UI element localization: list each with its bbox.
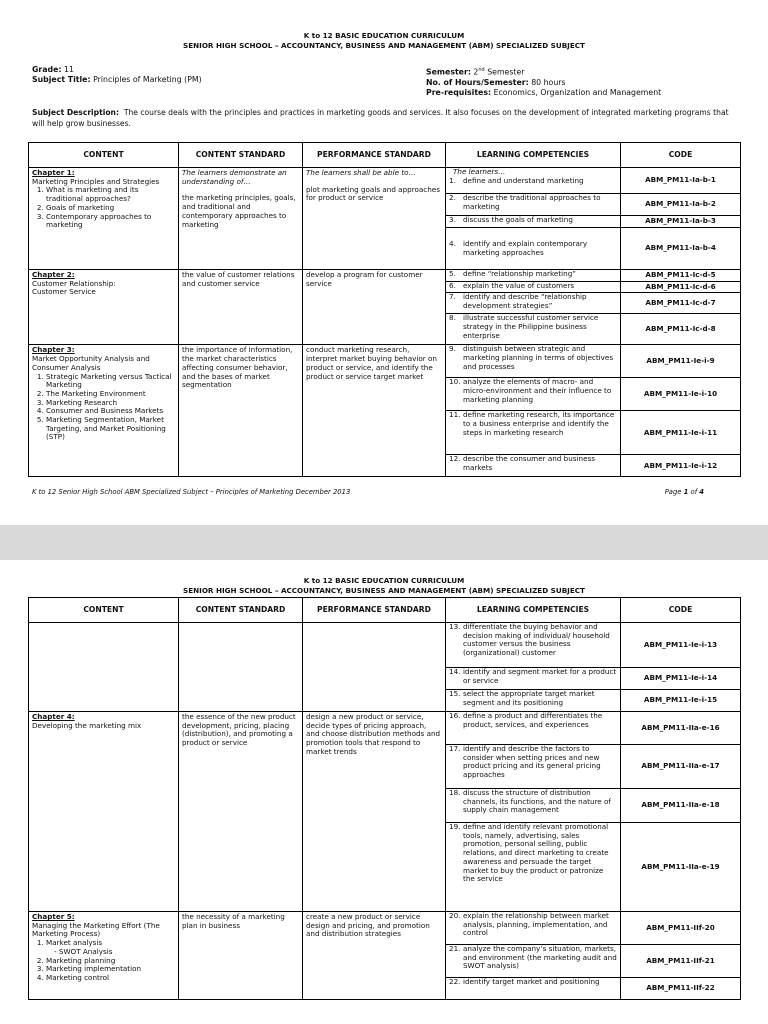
competency-cell	[446, 378, 621, 411]
prereq-label: Pre-requisites:	[426, 87, 492, 97]
competency-code: ABM_PM11-Ic-d-5	[621, 270, 741, 282]
competency-number: 2.	[449, 193, 456, 202]
table-row	[29, 345, 741, 378]
competency-text: discuss the structure of distribution channels, its functions, and the nature of supply chain management	[463, 788, 611, 815]
competency-number: 5.	[449, 269, 456, 278]
competency-cell	[446, 293, 621, 314]
competency-text: illustrate successful customer service strategy in the Philippine business enterprise	[463, 313, 599, 340]
header-line-1: K to 12 BASIC EDUCATION CURRICULUM	[303, 31, 465, 40]
chapter-topic-list	[32, 186, 175, 230]
competency-code: ABM_PM11-Ie-i-14	[621, 668, 741, 690]
continuation-content-standard	[179, 623, 303, 712]
competency-code: ABM_PM11-IIa-e-19	[621, 823, 741, 912]
competency-number: 18.	[449, 788, 461, 797]
col-learning-competencies: LEARNING COMPETENCIES	[446, 598, 621, 623]
col-content: CONTENT	[29, 143, 179, 168]
performance-standard-intro: The learners shall be able to…	[306, 168, 416, 177]
competency-code: ABM_PM11-Ia-b-4	[621, 228, 741, 270]
semester-number: 2	[473, 67, 479, 77]
header-line-2: SENIOR HIGH SCHOOL – ACCOUNTANCY, BUSINESS AND MANAGEMENT (ABM) SPECIALIZED SUBJECT	[183, 586, 585, 595]
competency-cell	[446, 345, 621, 378]
col-code: CODE	[621, 143, 741, 168]
table-row	[29, 712, 741, 745]
competency-text: identify target market and positioning	[463, 977, 600, 986]
col-content-standard: CONTENT STANDARD	[179, 143, 303, 168]
curriculum-table-page-2	[28, 597, 741, 1000]
competency-number: 10.	[449, 377, 461, 387]
competency-text: define marketing research, its importance to a business enterprise and identify the steps in marketing research	[463, 410, 615, 437]
competency-code: ABM_PM11-Ic-d-8	[621, 314, 741, 345]
list-item: 2. Marketing planning	[46, 957, 175, 966]
chapter-title: Chapter 5:	[32, 912, 75, 921]
competency-text: explain the value of customers	[463, 281, 575, 290]
table-row	[29, 270, 741, 282]
competency-number: 22.	[449, 977, 461, 986]
col-performance-standard: PERFORMANCE STANDARD	[303, 598, 446, 623]
chapter-3-content-standard: the importance of information, the market characteristics affecting consumer behavior, and the bases of market segmentation	[179, 345, 303, 477]
chapter-title: Chapter 2:	[32, 270, 75, 279]
list-item: 1. What is marketing and its traditional approaches?	[46, 186, 175, 203]
competency-cell	[446, 712, 621, 745]
prereq-value: Economics, Organization and Management	[493, 87, 662, 97]
semester-word: Semester	[487, 67, 525, 77]
col-content: CONTENT	[29, 598, 179, 623]
list-item: 5. Marketing Segmentation, Market Targeting, and Market Positioning (STP)	[46, 416, 175, 442]
chapter-2-performance-standard: develop a program for customer service	[303, 270, 446, 345]
chapter-description: Market Opportunity Analysis and Consumer Analysis	[32, 354, 150, 372]
competency-cell	[446, 281, 621, 293]
grade-label: Grade:	[32, 65, 62, 74]
list-item: 3. Contemporary approaches to marketing	[46, 213, 175, 230]
chapter-5-content	[29, 912, 179, 1000]
list-item: 4. Consumer and Business Markets	[46, 407, 175, 416]
list-item: 1. Strategic Marketing versus Tactical Marketing	[46, 373, 175, 390]
competency-number: 6.	[449, 281, 456, 290]
competency-cell	[446, 668, 621, 690]
competency-text: describe the consumer and business markets	[463, 454, 595, 473]
competency-text: describe the traditional approaches to marketing	[463, 193, 601, 211]
header-line-2: SENIOR HIGH SCHOOL – ACCOUNTANCY, BUSINESS AND MANAGEMENT (ABM) SPECIALIZED SUBJECT	[183, 41, 585, 50]
competency-text: analyze the company’s situation, markets, and environment (the marketing audit and SWOT analysis)	[463, 944, 617, 971]
chapter-title: Chapter 4:	[32, 712, 75, 721]
table-row	[29, 912, 741, 945]
competency-cell	[446, 194, 621, 216]
chapter-1-performance-standard	[303, 168, 446, 270]
list-item	[46, 939, 175, 956]
competency-number: 13.	[449, 622, 461, 631]
competency-code: ABM_PM11-Ie-i-12	[621, 455, 741, 477]
competency-cell	[446, 455, 621, 477]
col-content-standard: CONTENT STANDARD	[179, 598, 303, 623]
chapter-description: Customer Service	[32, 287, 96, 297]
list-item: 3. Marketing implementation	[46, 965, 175, 974]
performance-standard-text: plot marketing goals and approaches for product or service	[306, 184, 440, 203]
chapter-description: Customer Relationship:	[32, 278, 116, 288]
competency-cell	[446, 228, 621, 270]
semester-block	[426, 65, 661, 98]
competency-code: ABM_PM11-Ia-b-1	[621, 168, 741, 194]
chapter-description: Developing the marketing mix	[32, 720, 142, 730]
list-item: 2. The Marketing Environment	[46, 390, 175, 399]
competency-code: ABM_PM11-IIf-22	[621, 978, 741, 1000]
competency-number: 15.	[449, 689, 461, 698]
competency-code: ABM_PM11-Ia-b-3	[621, 216, 741, 228]
competency-number: 21.	[449, 944, 461, 953]
page-current: 1	[683, 488, 689, 496]
chapter-topic-list	[32, 939, 175, 983]
competency-code: ABM_PM11-IIa-e-18	[621, 789, 741, 823]
competency-cell	[446, 623, 621, 668]
list-item-text: Market analysis	[46, 938, 103, 948]
header-line-1: K to 12 BASIC EDUCATION CURRICULUM	[303, 576, 465, 585]
hours-label: No. of Hours/Semester:	[426, 77, 529, 87]
competency-cell	[446, 411, 621, 455]
content-standard-text: the marketing principles, goals, and traditional and contemporary approaches to marketing	[182, 193, 296, 229]
chapter-5-performance-standard: create a new product or service design and pricing, and promotion and distribution strategies	[303, 912, 446, 1000]
page-of: of	[690, 488, 698, 496]
grade-subject-block	[32, 65, 202, 85]
competency-cell	[446, 823, 621, 912]
chapter-4-content	[29, 712, 179, 912]
competency-code: ABM_PM11-Ic-d-6	[621, 281, 741, 293]
competency-cell	[446, 945, 621, 978]
competency-intro: The learners…	[453, 167, 506, 176]
competency-text: define and identify relevant promotional tools, namely, advertising, sales promotion, personal selling, public relations, and direct marketing to create awareness and persuade the target market to buy the product or patronize the service	[463, 822, 609, 884]
competency-code: ABM_PM11-IIa-e-16	[621, 712, 741, 745]
competency-text: define “relationship marketing”	[463, 269, 576, 278]
chapter-3-content	[29, 345, 179, 477]
grade-value: 11	[63, 65, 74, 74]
page-total: 4	[699, 488, 704, 496]
table-header-row	[29, 598, 741, 623]
chapter-title: Chapter 3:	[32, 345, 75, 355]
competency-code: ABM_PM11-Ie-i-13	[621, 623, 741, 668]
competency-number: 11.	[449, 410, 461, 420]
chapter-2-content-standard: the value of customer relations and customer service	[179, 270, 303, 345]
competency-number: 19.	[449, 822, 461, 831]
content-standard-intro: The learners demonstrate an understanding of…	[182, 168, 287, 186]
curriculum-header	[0, 31, 768, 51]
competency-text: identify and describe the factors to consider when setting prices and new product pricing and its general pricing approaches	[463, 744, 601, 780]
chapter-description: Managing the Marketing Effort (The Marketing Process)	[32, 920, 160, 939]
competency-text: identify and explain contemporary marketing approaches	[463, 238, 588, 257]
competency-code: ABM_PM11-IIf-21	[621, 945, 741, 978]
subject-label: Subject Title:	[32, 75, 91, 84]
sub-list-item: - SWOT Analysis	[54, 946, 113, 956]
competency-number: 12.	[449, 454, 461, 464]
competency-code: ABM_PM11-Ie-i-9	[621, 345, 741, 378]
curriculum-table-page-1	[28, 142, 741, 477]
competency-text: differentiate the buying behavior and decision making of individual/ household customer versus the business (organizational) customer	[463, 622, 610, 658]
competency-number: 16.	[449, 711, 461, 720]
competency-text: define and understand marketing	[463, 175, 584, 185]
competency-text: discuss the goals of marketing	[463, 215, 573, 224]
chapter-4-performance-standard: design a new product or service, decide types of pricing approach, and choose distribution methods and promotion tools that respond to market trends	[303, 712, 446, 912]
competency-number: 4.	[449, 238, 456, 248]
competency-text: select the appropriate target market segment and its positioning	[463, 689, 595, 707]
competency-text: identify and segment market for a product or service	[463, 667, 617, 685]
competency-text: explain the relationship between market analysis, planning, implementation, and control	[463, 911, 609, 938]
competency-number: 17.	[449, 744, 461, 753]
competency-code: ABM_PM11-IIa-e-17	[621, 745, 741, 789]
col-code: CODE	[621, 598, 741, 623]
table-row	[29, 623, 741, 668]
document-page-2	[0, 560, 768, 1024]
subject-description	[32, 108, 736, 129]
competency-code: ABM_PM11-IIf-20	[621, 912, 741, 945]
competency-cell	[446, 789, 621, 823]
competency-cell	[446, 314, 621, 345]
chapter-description: Marketing Principles and Strategies	[32, 176, 160, 186]
description-text: The course deals with the principles and practices in marketing goods and services. It also focuses on the development of integrated marketing programs that will help grow businesses.	[32, 108, 729, 128]
semester-suffix: nd	[478, 67, 485, 73]
competency-code: ABM_PM11-Ie-i-15	[621, 690, 741, 712]
competency-code: ABM_PM11-Ie-i-11	[621, 411, 741, 455]
competency-number: 14.	[449, 667, 461, 676]
curriculum-header	[0, 576, 768, 596]
chapter-topic-list	[32, 373, 175, 443]
chapter-5-content-standard: the necessity of a marketing plan in business	[179, 912, 303, 1000]
table-row	[29, 168, 741, 194]
competency-text: identify and describe “relationship development strategies”	[463, 292, 587, 311]
competency-number: 9.	[449, 344, 456, 354]
list-item: 2. Goals of marketing	[46, 204, 175, 213]
competency-cell	[446, 216, 621, 228]
competency-text: define a product and differentiates the product, services, and experiences	[463, 711, 603, 729]
competency-cell	[446, 168, 621, 194]
subject-value: Principles of Marketing (PM)	[93, 75, 202, 84]
continuation-performance-standard	[303, 623, 446, 712]
page-footer-number	[665, 488, 704, 496]
page-footer-left: K to 12 Senior High School ABM Specialized Subject – Principles of Marketing December 2013	[32, 488, 351, 496]
hours-value: 80 hours	[531, 77, 566, 87]
competency-number: 8.	[449, 313, 456, 323]
competency-text: analyze the elements of macro- and micro-environment and their influence to marketing planning	[463, 377, 612, 404]
competency-cell	[446, 690, 621, 712]
semester-label: Semester:	[426, 67, 471, 77]
competency-cell	[446, 978, 621, 1000]
chapter-2-content	[29, 270, 179, 345]
list-item: 4. Marketing control	[46, 974, 175, 983]
competency-cell	[446, 745, 621, 789]
competency-number: 3.	[449, 215, 456, 224]
description-label: Subject Description:	[32, 108, 119, 117]
competency-code: ABM_PM11-Ia-b-2	[621, 194, 741, 216]
competency-code: ABM_PM11-Ie-i-10	[621, 378, 741, 411]
chapter-3-performance-standard: conduct marketing research, interpret market buying behavior on product or service, and identify the product or service target market	[303, 345, 446, 477]
list-item: 3. Marketing Research	[46, 399, 175, 408]
chapter-4-content-standard: the essence of the new product development, pricing, placing (distribution), and promoting a product or service	[179, 712, 303, 912]
table-header-row	[29, 143, 741, 168]
chapter-title: Chapter 1:	[32, 168, 75, 177]
chapter-1-content	[29, 168, 179, 270]
chapter-1-content-standard	[179, 168, 303, 270]
competency-cell	[446, 912, 621, 945]
col-learning-competencies: LEARNING COMPETENCIES	[446, 143, 621, 168]
competency-text: distinguish between strategic and marketing planning in terms of objectives and processes	[463, 344, 614, 371]
page-word: Page	[664, 488, 682, 496]
col-performance-standard: PERFORMANCE STANDARD	[303, 143, 446, 168]
competency-cell	[446, 270, 621, 282]
competency-number: 20.	[449, 911, 461, 920]
competency-number: 1.	[449, 175, 456, 185]
competency-number: 7.	[449, 292, 456, 302]
competency-code: ABM_PM11-Ic-d-7	[621, 293, 741, 314]
continuation-content	[29, 623, 179, 712]
